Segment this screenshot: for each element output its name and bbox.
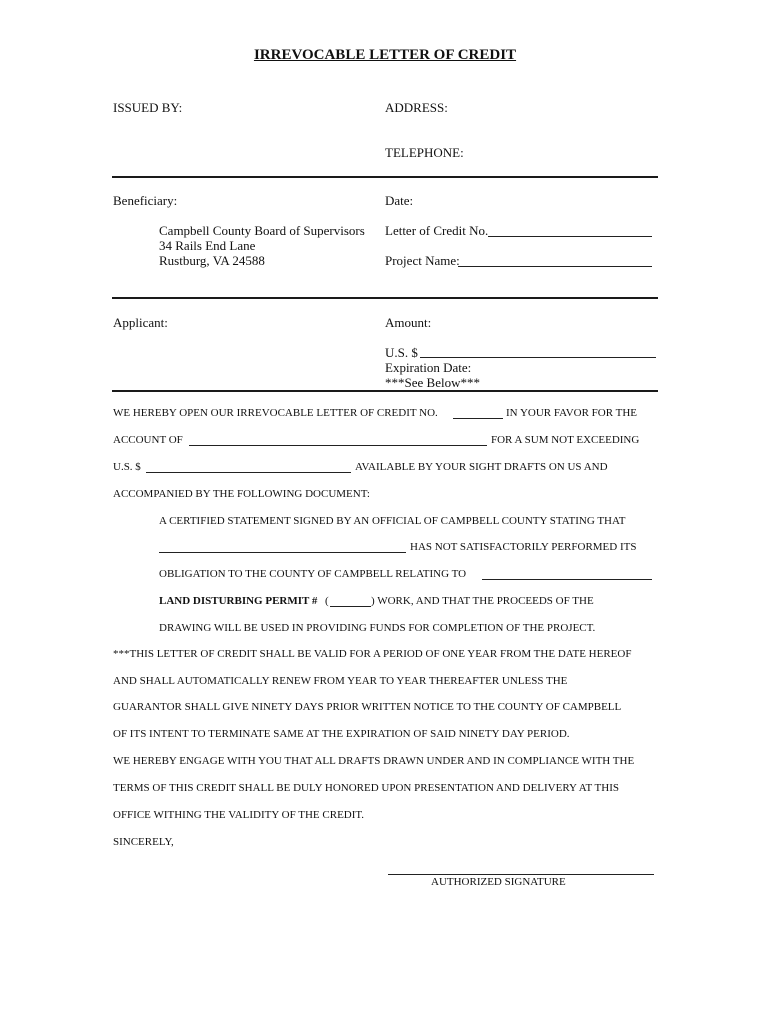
indent-line-3: OBLIGATION TO THE COUNTY OF CAMPBELL RELATING TO [159, 568, 467, 580]
section-divider-3 [112, 390, 658, 392]
engage-line-3: OFFICE WITHING THE VALIDITY OF THE CREDIT. [113, 809, 365, 821]
body-line-2b: FOR A SUM NOT EXCEEDING [491, 434, 640, 446]
permit-open-paren: ( [325, 595, 329, 607]
indent-line-5: DRAWING WILL BE USED IN PROVIDING FUNDS FOR COMPLETION OF THE PROJECT. [159, 622, 596, 634]
address-label: ADDRESS: [385, 100, 448, 115]
indent-line-1: A CERTIFIED STATEMENT SIGNED BY AN OFFICIAL OF CAMPBELL COUNTY STATING THAT [159, 515, 626, 527]
body-line-4: ACCOMPANIED BY THE FOLLOWING DOCUMENT: [113, 488, 370, 500]
permit-number-blank[interactable] [330, 606, 371, 607]
validity-line-1: ***THIS LETTER OF CREDIT SHALL BE VALID FOR A PERIOD OF ONE YEAR FROM THE DATE HEREOF [113, 648, 632, 660]
loc-no-blank[interactable] [453, 418, 503, 419]
loc-number-field[interactable] [488, 236, 652, 237]
body-line-1b: IN YOUR FAVOR FOR THE [506, 407, 638, 419]
body-line-3a: U.S. $ [113, 461, 141, 473]
document-title: IRREVOCABLE LETTER OF CREDIT [253, 47, 517, 63]
account-of-blank[interactable] [189, 445, 487, 446]
loc-number-label: Letter of Credit No. [385, 223, 489, 238]
telephone-label: TELEPHONE: [385, 145, 464, 160]
validity-line-3: GUARANTOR SHALL GIVE NINETY DAYS PRIOR WRITTEN NOTICE TO THE COUNTY OF CAMPBELL [113, 701, 622, 713]
date-label: Date: [385, 193, 414, 208]
section-divider-1 [112, 176, 658, 178]
project-name-label: Project Name: [385, 253, 460, 268]
authorized-signature-label: AUTHORIZED SIGNATURE [431, 876, 566, 888]
body-line-2a: ACCOUNT OF [113, 434, 183, 446]
applicant-label: Applicant: [113, 315, 168, 330]
issued-by-label: ISSUED BY: [113, 100, 183, 115]
party-blank[interactable] [159, 552, 406, 553]
signature-line[interactable] [388, 874, 654, 875]
beneficiary-street: 34 Rails End Lane [159, 238, 256, 253]
indent-line-4: ) WORK, AND THAT THE PROCEEDS OF THE [371, 595, 594, 607]
beneficiary-label: Beneficiary: [113, 193, 178, 208]
see-below-note: ***See Below*** [385, 375, 480, 390]
validity-line-4: OF ITS INTENT TO TERMINATE SAME AT THE EXPIRATION OF SAID NINETY DAY PERIOD. [113, 728, 570, 740]
project-name-field[interactable] [458, 266, 652, 267]
us-dollar-label: U.S. $ [385, 345, 418, 360]
engage-line-1: WE HEREBY ENGAGE WITH YOU THAT ALL DRAFTS DRAWN UNDER AND IN COMPLIANCE WITH THE [113, 755, 635, 767]
engage-line-2: TERMS OF THIS CREDIT SHALL BE DULY HONORED UPON PRESENTATION AND DELIVERY AT THIS [113, 782, 619, 794]
body-line-3b: AVAILABLE BY YOUR SIGHT DRAFTS ON US AND [355, 461, 608, 473]
validity-line-2: AND SHALL AUTOMATICALLY RENEW FROM YEAR TO YEAR THEREAFTER UNLESS THE [113, 675, 568, 687]
indent-line-2: HAS NOT SATISFACTORILY PERFORMED ITS [410, 541, 637, 553]
section-divider-2 [112, 297, 658, 299]
expiration-date-label: Expiration Date: [385, 360, 472, 375]
sum-blank[interactable] [146, 472, 351, 473]
permit-label: LAND DISTURBING PERMIT # [159, 595, 318, 607]
amount-field[interactable] [420, 357, 656, 358]
relating-to-blank[interactable] [482, 579, 652, 580]
beneficiary-city: Rustburg, VA 24588 [159, 253, 265, 268]
body-line-1a: WE HEREBY OPEN OUR IRREVOCABLE LETTER OF CREDIT NO. [113, 407, 438, 419]
closing-sincerely: SINCERELY, [113, 836, 174, 848]
amount-label: Amount: [385, 315, 432, 330]
beneficiary-name: Campbell County Board of Supervisors [159, 223, 365, 238]
